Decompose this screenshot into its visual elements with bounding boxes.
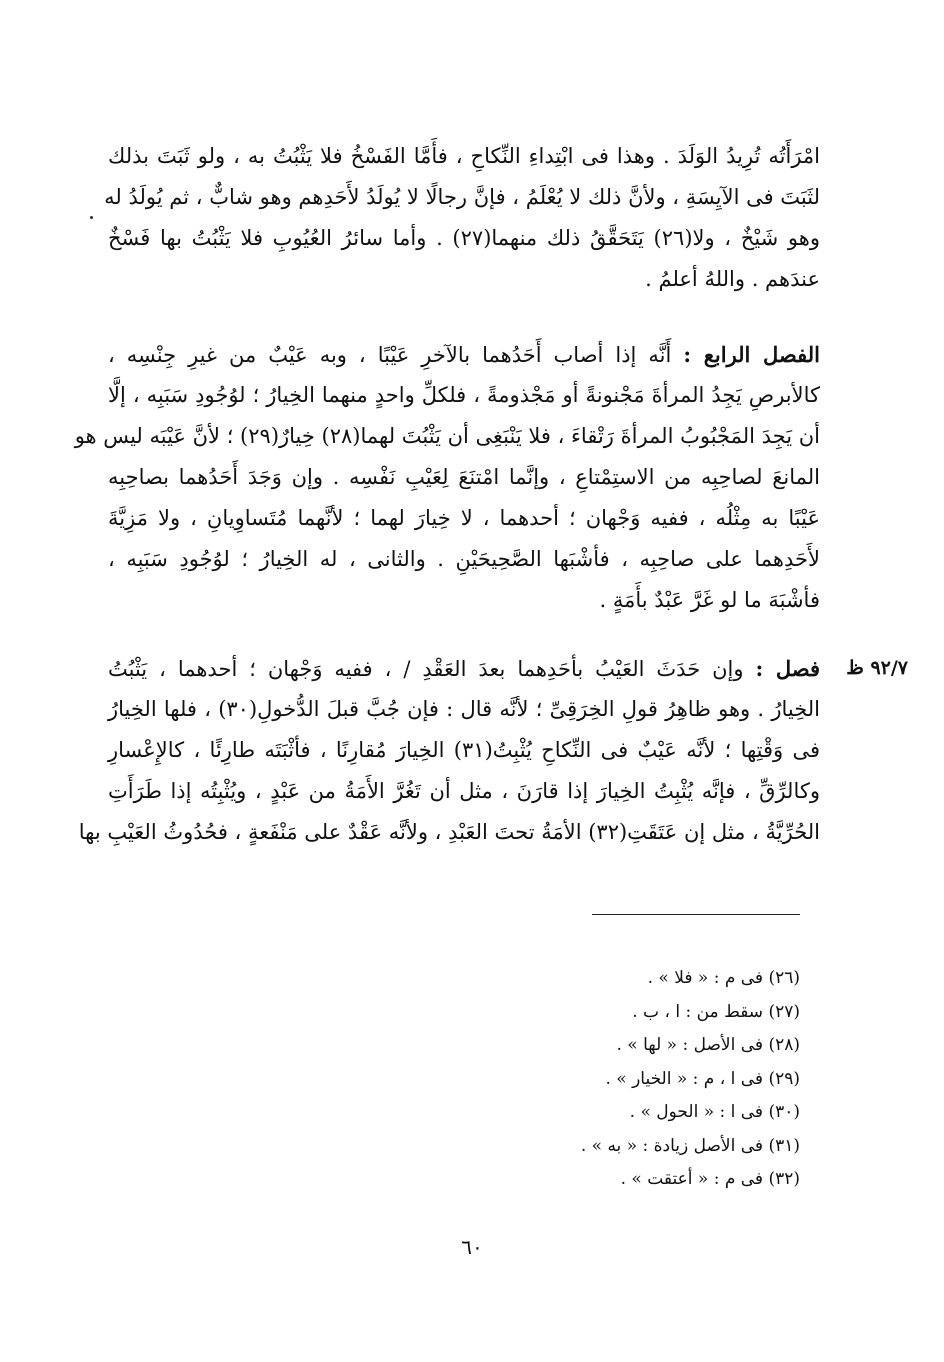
text-line: عَيْبًا به مِثْلُه ، ففيه وَجْهان ؛ أحدهما ، لا خِيارَ لهما ؛ لأنَّهما مُتَساوِيانِ ، ولا مَزِيَّةَ [108, 506, 820, 530]
text-line: المانعَ لصاحِبِه من الاستِمْتاعِ ، وإنَّما امْتنَعَ لِعَيْبِ نَفْسِه . وإن وَجَدَ أَحَدُهما بصاحِبِه [108, 465, 820, 489]
footnote-separator [592, 914, 800, 915]
paragraph-2 [74, 334, 820, 621]
footnote: (٢٦) فى م : « فلا » . [647, 968, 800, 988]
text-line [108, 648, 820, 689]
footnote: (٣١) فى الأصل زيادة : « به » . [580, 1135, 800, 1156]
margin-reference: ٩٢/٧ ظ [846, 657, 908, 679]
text-line: لثَبَتَ فى الآيِسَةِ ، ولأنَّ ذلك لا يُعْلَمُ ، فإنَّ رجالًا لا يُولَدُ لأَحَدِهم وهو شابٌّ ، ثم يُولَدُ له [104, 185, 820, 209]
paragraph-3 [78, 648, 821, 853]
footnote: (٢٨) فى الأصل : « لها » . [616, 1035, 800, 1055]
text-line: وكالرِّقِّ ، فإنَّه يُثْبِتُ الخِيارَ إذا قارَنَ ، مثل أن تَغُرَّ الأَمَةُ من عَبْدٍ ، ويُثْبِتُه إذا طَرَأَتِ [108, 779, 820, 803]
text-line [108, 334, 820, 375]
page-number: ٦٠ [461, 1235, 483, 1259]
text-line: عندَهم . واللهُ أعلمُ . [645, 267, 820, 291]
section-heading: الفصل الرابع : [683, 342, 820, 367]
text-line: كالأبرصِ يَجِدُ المرأةَ مَجْنونةً أو مَجْذومةً ، فلكلِّ واحدٍ منهما الخِيارُ ؛ لوُجُودِ سَبَبِه ، إلَّا [108, 383, 820, 407]
stray-ink-mark [90, 216, 93, 219]
text-line: أن يَجِدَ المَجْبُوبُ المرأةَ رَتْقاءَ ، فلا يَنْبَغِى أن يَثْبُتَ لهما(٢٨) خِيارٌ(٢٩) ؛ لأنَّ عَيْبَه ليس هو [74, 424, 820, 448]
text-line: لأَحَدِهما على صاحِبِه ، فأشْبَها الصَّحِيحَيْنِ . والثانى ، له الخِيارُ ؛ لوُجُودِ سَبَبِه ، [108, 547, 820, 571]
text-line: امْرَأَتُه تُرِيدُ الوَلَدَ . وهذا فى ابْتِداءِ النِّكاحِ ، فأَمَّا الفَسْخُ فلا يَثْبُتُ به ، ولو ثَبَتَ بذلك [108, 144, 820, 168]
text-line: وهو شَيْخٌ ، ولا(٢٦) يَتَحَقَّقُ ذلك منهما(٢٧) . وأما سائرُ العُيُوبِ فلا يَثْبُتُ بها فَسْخٌ [108, 226, 820, 250]
text-line: فى وَقْتِها ؛ لأنَّه عَيْبٌ فى النِّكاحِ يُثْبِتُ(٣١) الخِيارَ مُقارِنًا ، فأثْبَتَه طارِئًا ، كالإِعْسارِ [108, 738, 821, 762]
footnote: (٢٩) فى ا ، م : « الخيار » . [605, 1068, 800, 1089]
footnote: (٣٠) فى ا : « الحول » . [629, 1102, 800, 1122]
footnote: (٣٢) فى م : « أعتقت » . [620, 1169, 800, 1189]
footnotes [420, 962, 800, 1197]
text-line: الخِيارُ . وهو ظاهِرُ قولِ الخِرَقِىِّ ؛ لأنَّه قال : فإن جُبَّ قبلَ الدُّخولِ(٣٠) ، فلها الخِيارُ [108, 697, 821, 721]
text-run: أَنَّه إذا أصاب أَحَدُهما بالآخرِ عَيْبًا ، وبه عَيْبٌ من غيرِ جِنْسِه ، [108, 343, 672, 367]
text-line: الحُرِّيَّةُ ، مثل إن عَتَقَتِ(٣٢) الأمَةُ تحتَ العَبْدِ ، ولأنَّه عَقْدٌ على مَنْفَعةٍ ، فحُدُوثُ العَيْبِ بها [78, 820, 820, 844]
footnote: (٢٧) سقط من : ا ، ب . [632, 1001, 800, 1022]
paragraph-1 [104, 136, 820, 300]
text-line: فأشْبَهَ ما لو غَرَّ عَبْدٌ بأَمَةٍ . [599, 588, 820, 612]
section-heading: فصل : [755, 656, 821, 681]
text-run: وإن حَدَثَ العَيْبُ بأحَدِهما بعدَ العَقْدِ / ، ففيه وَجْهان ؛ أحدهما ، يَثْبُتُ [108, 657, 744, 681]
